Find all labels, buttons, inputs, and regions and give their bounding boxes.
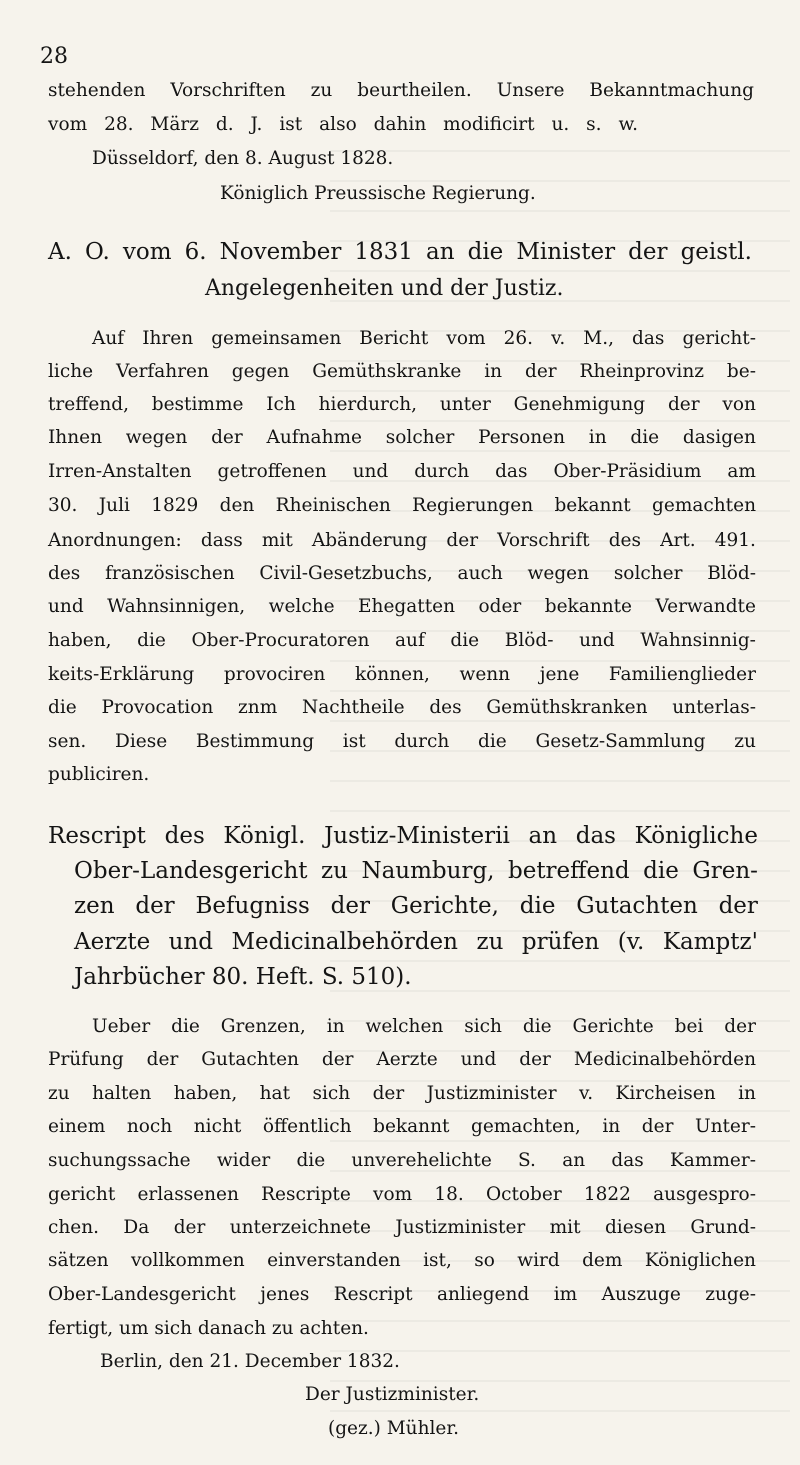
text-line-l15: und Wahnsinnigen, welche Ehegatten oder bekannte Verwandte bbox=[48, 595, 756, 617]
text-line-l10: Ihnen wegen der Aufnahme solcher Personen in die dasigen bbox=[48, 426, 756, 448]
text-line-l20: publiciren. bbox=[48, 763, 150, 785]
text-line-l19: sen. Diese Bestimmung ist durch die Gesetz-Sammlung zu bbox=[48, 730, 756, 752]
text-line-l28: zu halten haben, hat sich der Justizminister v. Kircheisen in bbox=[48, 1082, 756, 1104]
text-line-l32: chen. Da der unterzeichnete Justizminister mit diesen Grund- bbox=[48, 1216, 756, 1238]
text-line-l29: einem noch nicht öffentlich bekannt gemachten, in der Unter- bbox=[48, 1115, 756, 1137]
text-line-l37: Der Justizminister. bbox=[305, 1383, 480, 1405]
text-line-l25: Jahrbücher 80. Heft. S. 510). bbox=[74, 964, 412, 990]
text-line-l26: Ueber die Grenzen, in welchen sich die Gerichte bei der bbox=[92, 1015, 756, 1037]
text-line-l11: Irren-Anstalten getroffenen und durch das Ober-Präsidium am bbox=[48, 460, 756, 482]
text-line-l16: haben, die Ober-Procuratoren auf die Blöd- und Wahnsinnig- bbox=[48, 629, 756, 651]
text-line-l30: suchungssache wider die unverehelichte S. an das Kammer- bbox=[48, 1149, 756, 1171]
text-line-l18: die Provocation znm Nachtheile des Gemüthskranken unterlas- bbox=[48, 696, 756, 718]
text-line-l38: (gez.) Mühler. bbox=[328, 1417, 460, 1439]
text-line-l27: Prüfung der Gutachten der Aerzte und der Medicinalbehörden bbox=[48, 1048, 756, 1070]
text-line-l35: fertigt, um sich danach zu achten. bbox=[48, 1317, 369, 1339]
text-line-l6: Angelegenheiten und der Justiz. bbox=[205, 275, 564, 301]
text-line-l4: Königlich Preussische Regierung. bbox=[220, 182, 536, 204]
text-line-l22: Ober-Landesgericht zu Naumburg, betreffend die Gren- bbox=[74, 858, 758, 884]
text-line-l3: Düsseldorf, den 8. August 1828. bbox=[92, 147, 394, 169]
text-line-l9: treffend, bestimme Ich hierdurch, unter Genehmigung der von bbox=[48, 393, 756, 415]
text-line-l24: Aerzte und Medicinalbehörden zu prüfen (v. Kamptz' bbox=[74, 929, 758, 955]
page-number: 28 bbox=[40, 44, 68, 69]
text-line-l17: keits-Erklärung provociren können, wenn jene Familienglieder bbox=[48, 663, 756, 685]
text-line-l36: Berlin, den 21. December 1832. bbox=[100, 1350, 400, 1372]
text-line-l7: Auf Ihren gemeinsamen Bericht vom 26. v. M., das gericht- bbox=[92, 327, 756, 349]
text-line-l14: des französischen Civil-Gesetzbuchs, auch wegen solcher Blöd- bbox=[48, 562, 756, 584]
text-line-l23: zen der Befugniss der Gerichte, die Gutachten der bbox=[74, 893, 758, 919]
text-line-l33: sätzen vollkommen einverstanden ist, so wird dem Königlichen bbox=[48, 1249, 756, 1271]
text-line-l13: Anordnungen: dass mit Abänderung der Vorschrift des Art. 491. bbox=[48, 529, 756, 551]
text-line-l2: vom 28. März d. J. ist also dahin modificirt u. s. w. bbox=[48, 113, 638, 135]
text-line-l1: stehenden Vorschriften zu beurtheilen. Unsere Bekanntmachung bbox=[48, 79, 754, 101]
text-line-l12: 30. Juli 1829 den Rheinischen Regierungen bekannt gemachten bbox=[48, 494, 756, 516]
text-line-l31: gericht erlassenen Rescripte vom 18. October 1822 ausgespro- bbox=[48, 1183, 756, 1205]
text-line-l8: liche Verfahren gegen Gemüthskranke in der Rheinprovinz be- bbox=[48, 360, 756, 382]
text-line-l5: A. O. vom 6. November 1831 an die Minister der geistl. bbox=[48, 239, 752, 265]
text-line-l21: Rescript des Königl. Justiz-Ministerii an das Königliche bbox=[48, 823, 758, 849]
text-line-l34: Ober-Landesgericht jenes Rescript anliegend im Auszuge zuge- bbox=[48, 1283, 756, 1305]
